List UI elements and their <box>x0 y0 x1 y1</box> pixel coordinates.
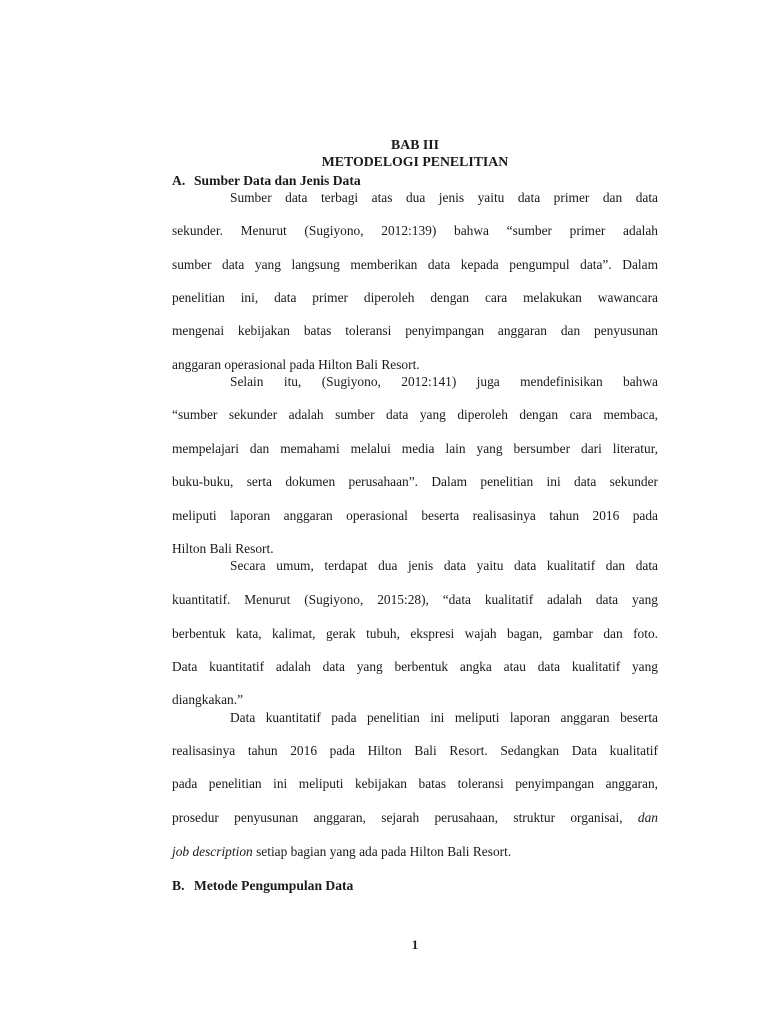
paragraph-line: pada penelitian ini meliputi kebijakan batas toleransi penyimpangan anggaran, <box>172 776 658 791</box>
paragraph-line: Data kuantitatif pada penelitian ini meliputi laporan anggaran beserta <box>230 710 658 725</box>
paragraph-line: realisasinya tahun 2016 pada Hilton Bali Resort. Sedangkan Data kualitatif <box>172 743 658 758</box>
section-b-heading <box>172 877 353 894</box>
paragraph-line: Secara umum, terdapat dua jenis data yaitu data kualitatif dan data <box>230 558 658 573</box>
section-b-title: Metode Pengumpulan Data <box>194 878 354 893</box>
paragraph-line <box>172 843 658 860</box>
section-b-number: B. <box>172 878 185 893</box>
paragraph-line: Data kuantitatif adalah data yang berbentuk angka atau data kualitatif yang <box>172 659 658 674</box>
section-a-heading <box>172 172 361 189</box>
document-page <box>172 0 658 1024</box>
paragraph-line: mempelajari dan memahami melalui media lain yang bersumber dari literatur, <box>172 441 658 456</box>
paragraph-line: buku-buku, serta dokumen perusahaan”. Dalam penelitian ini data sekunder <box>172 474 658 489</box>
paragraph-line: kuantitatif. Menurut (Sugiyono, 2015:28), “data kualitatif adalah data yang <box>172 592 658 607</box>
paragraph-line: anggaran operasional pada Hilton Bali Resort. <box>172 357 420 372</box>
line-text: prosedur penyusunan anggaran, sejarah perusahaan, struktur organisai, <box>172 810 623 825</box>
italic-text: dan <box>637 810 658 825</box>
paragraph-line: penelitian ini, data primer diperoleh dengan cara melakukan wawancara <box>172 290 658 305</box>
paragraph-line: sumber data yang langsung memberikan data kepada pengumpul data”. Dalam <box>172 257 658 272</box>
page-number: 1 <box>411 937 419 952</box>
section-a-number: A. <box>172 173 186 188</box>
chapter-title: METODELOGI PENELITIAN <box>321 154 509 169</box>
italic-text: job description <box>172 844 253 859</box>
paragraph-line: Hilton Bali Resort. <box>172 541 274 556</box>
paragraph-line: Selain itu, (Sugiyono, 2012:141) juga mendefinisikan bahwa <box>230 374 658 389</box>
section-a-title: Sumber Data dan Jenis Data <box>194 173 361 188</box>
chapter-label: BAB III <box>391 137 439 152</box>
paragraph-line: berbentuk kata, kalimat, gerak tubuh, ekspresi wajah bagan, gambar dan foto. <box>172 626 658 641</box>
paragraph-line: mengenai kebijakan batas toleransi penyimpangan anggaran dan penyusunan <box>172 323 658 338</box>
paragraph-line: meliputi laporan anggaran operasional beserta realisasinya tahun 2016 pada <box>172 508 658 523</box>
line-text: setiap bagian yang ada pada Hilton Bali Resort. <box>252 844 512 859</box>
paragraph-line: sekunder. Menurut (Sugiyono, 2012:139) bahwa “sumber primer adalah <box>172 223 658 238</box>
paragraph-line: diangkakan.” <box>172 692 244 707</box>
paragraph-line: Sumber data terbagi atas dua jenis yaitu data primer dan data <box>230 190 658 205</box>
paragraph-line <box>172 809 658 826</box>
paragraph-line: “sumber sekunder adalah sumber data yang diperoleh dengan cara membaca, <box>172 407 658 422</box>
